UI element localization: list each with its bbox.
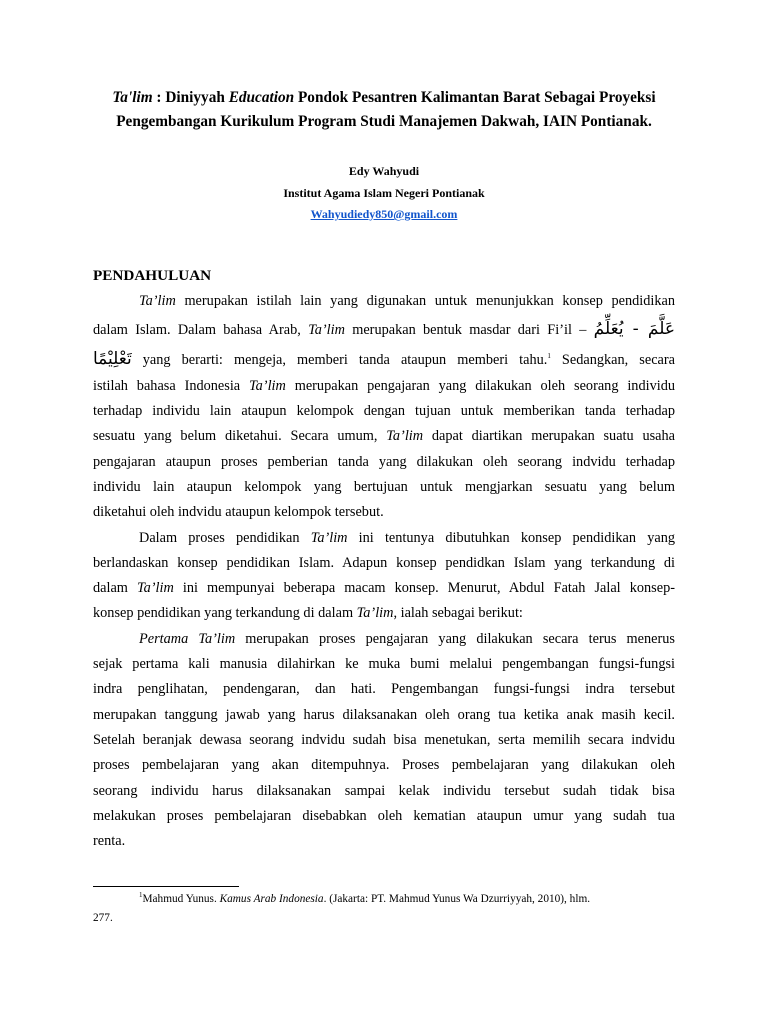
paragraph-line: melakukan proses pembelajaran disebabkan oleh kematian ataupun umur yang sudah tua — [93, 807, 675, 824]
paragraph-line: indra penglihatan, pendengaran, dan hati. Pengembangan fungsi-fungsi indra tersebut — [93, 681, 675, 698]
paragraph-line — [93, 314, 675, 344]
footnote-author: Mahmud Yunus. — [142, 893, 220, 905]
italic-term: Ta’lim — [386, 428, 424, 445]
footnote-page: 277. — [93, 912, 113, 924]
footnote-separator — [93, 886, 239, 887]
paragraph-line: Setelah beranjak dewasa seorang indvidu sudah bisa menetukan, serta memilih secara indvidu — [93, 731, 675, 748]
paragraph-line: pengajaran ataupun proses pemberian tanda yang dilakukan oleh seorang indvidu terhadap — [93, 453, 675, 470]
arabic-text: عَلَّمَ - يُعَلِّمُ — [593, 318, 676, 339]
paragraph-line: merupakan tanggung jawab yang harus dilaksanakan oleh orang tua ketika anak masih kecil. — [93, 706, 675, 723]
section-body — [93, 289, 675, 855]
italic-term: Pertama Ta’lim — [139, 630, 236, 647]
paragraph-line: terhadap individu lain ataupun kelompok dengan tujuan untuk memberikan tanda terhadap — [93, 403, 675, 420]
text-run: dalam — [93, 580, 137, 597]
title-line-2: Pengembangan Kurikulum Program Studi Manajemen Dakwah, IAIN Pontianak. — [116, 113, 652, 130]
paragraph-line: renta. — [93, 833, 126, 850]
text-run: ini tentunya dibutuhkan konsep pendidikan yang — [347, 529, 676, 546]
text-run: dapat diartikan merupakan suatu usaha — [423, 428, 675, 445]
text-run: , ialah sebagai berikut: — [393, 605, 523, 622]
author-affiliation: Institut Agama Islam Negeri Pontianak — [283, 185, 485, 200]
text-run: Dalam proses pendidikan — [139, 529, 311, 546]
paragraph-line — [93, 526, 675, 551]
paragraph-line: diketahui oleh indvidu ataupun kelompok tersebut. — [93, 504, 384, 521]
italic-term: Ta’lim — [137, 580, 174, 597]
title-part: : Diniyyah — [152, 89, 229, 106]
text-run: sesuatu yang belum diketahui. Secara umum, — [93, 428, 387, 445]
title-italic-talim: Ta'lim — [112, 89, 153, 106]
section-heading: PENDAHULUAN — [93, 267, 212, 284]
text-run: merupakan bentuk masdar dari Fi’il – — [344, 321, 587, 338]
title-part: Pondok Pesantren Kalimantan Barat Sebagai Proyeksi — [294, 89, 656, 106]
paragraph-line: berlandaskan konsep pendidikan Islam. Adapun konsep pendidkan Islam yang terkandung di — [93, 554, 675, 571]
author-email-link[interactable]: Wahyudiedy850@gmail.com — [310, 207, 458, 221]
text-run: istilah bahasa Indonesia — [93, 377, 250, 394]
paragraph-line: proses pembelajaran yang akan ditempuhnya. Proses pembelajaran yang dilakukan oleh — [93, 757, 675, 774]
paragraph-line — [93, 576, 675, 601]
paragraph-line — [93, 424, 675, 449]
arabic-text: تَعْلِيْمًا — [93, 348, 132, 369]
paragraph-line — [93, 374, 675, 399]
paragraph-line: sejak pertama kali manusia dilahirkan ke muka bumi melalui pengembangan fungsi-fungsi — [93, 656, 675, 673]
italic-term: Ta’lim — [139, 292, 176, 309]
text-run: merupakan pengajaran yang dilakukan oleh seorang individu — [285, 377, 675, 394]
footnote — [93, 890, 673, 928]
italic-term: Ta’lim — [249, 377, 286, 394]
text-run: merupakan istilah lain yang digunakan untuk menunjukkan konsep pendidikan — [175, 292, 675, 309]
paragraph-line — [93, 627, 675, 652]
footnote-book-title: Kamus Arab Indonesia — [219, 893, 324, 905]
footnote-number: 1 — [139, 891, 143, 900]
paragraph-line — [93, 344, 675, 374]
text-run: Sedangkan, secara — [550, 351, 675, 368]
footnote-publisher: . (Jakarta: PT. Mahmud Yunus Wa Dzurriyyah, 2010), hlm. — [323, 893, 591, 905]
paragraph-line — [93, 601, 675, 626]
footnote-ref[interactable]: 1 — [547, 352, 551, 361]
author-name: Edy Wahyudi — [348, 164, 420, 178]
author-block — [0, 161, 768, 226]
text-run: dalam Islam. Dalam bahasa Arab, — [93, 321, 309, 338]
paragraph-line: seorang individu harus dilaksanakan sampai kelak individu tersebut sudah tidak bisa — [93, 782, 675, 799]
paragraph-line: individu lain ataupun kelompok yang bertujuan untuk mengjarkan sesuatu yang belum — [93, 478, 675, 495]
italic-term: Ta’lim — [310, 529, 348, 546]
paragraph-line — [93, 289, 675, 314]
italic-term: Ta’lim — [308, 321, 345, 338]
text-run: merupakan proses pengajaran yang dilakukan secara terus menerus — [235, 630, 675, 647]
italic-term: Ta’lim — [356, 605, 394, 622]
text-run: konsep pendidikan yang terkandung di dalam — [93, 605, 357, 622]
footnote-line — [93, 890, 673, 909]
title-italic-education: Education — [228, 89, 295, 106]
text-run: ini mempunyai beberapa macam konsep. Menurut, Abdul Fatah Jalal konsep- — [173, 580, 675, 597]
paper-title — [60, 86, 708, 134]
text-run: yang berarti: mengeja, memberi tanda ataupun memberi tahu. — [131, 351, 548, 368]
